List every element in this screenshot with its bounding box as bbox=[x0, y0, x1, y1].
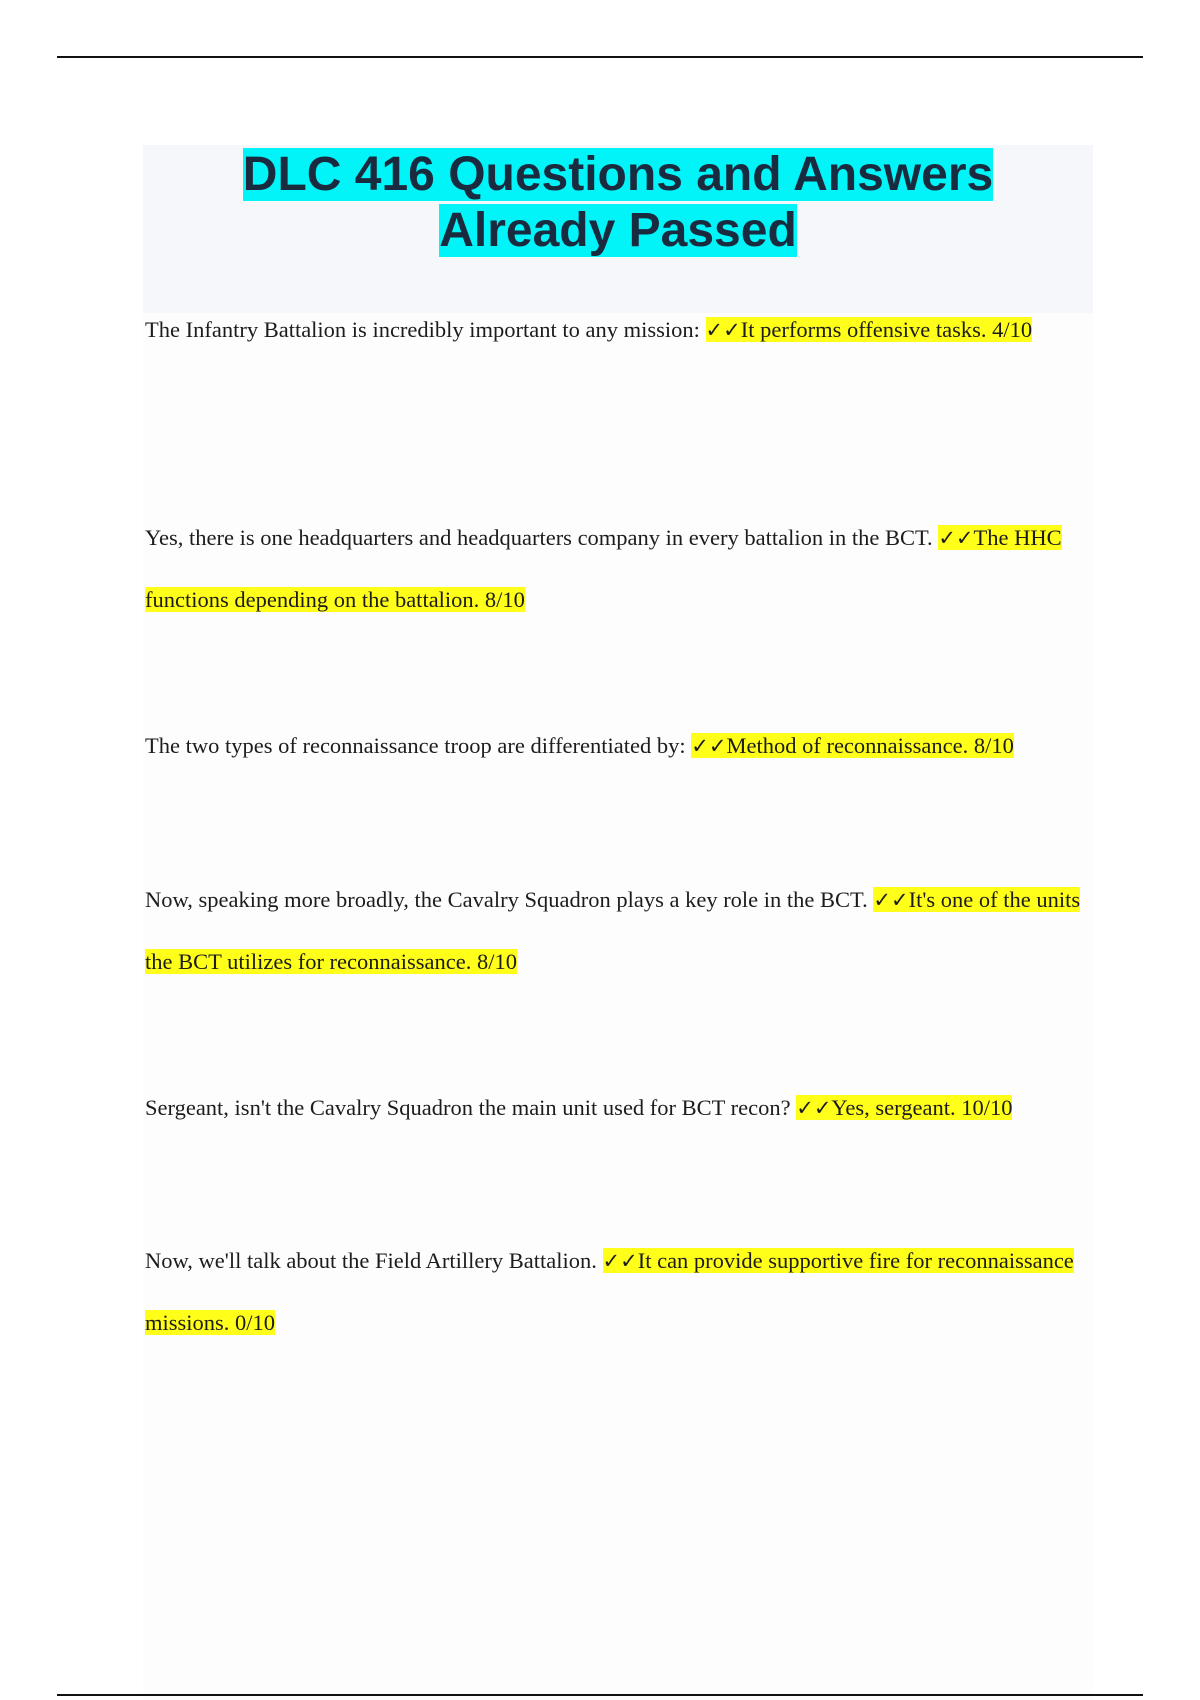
answer-text: Method of reconnaissance. 8/10 bbox=[726, 733, 1014, 758]
page-title bbox=[143, 147, 1093, 259]
answer-highlight bbox=[706, 317, 1033, 342]
double-check-icon: ✓✓ bbox=[796, 1096, 832, 1120]
double-check-icon: ✓✓ bbox=[873, 888, 909, 912]
question-text: The Infantry Battalion is incredibly important to any mission: bbox=[145, 317, 700, 342]
qa-item-5 bbox=[145, 1077, 1085, 1139]
answer-text: It performs offensive tasks. 4/10 bbox=[740, 317, 1033, 342]
question-text: Sergeant, isn't the Cavalry Squadron the main unit used for BCT recon? bbox=[145, 1095, 791, 1120]
title-line-2: Already Passed bbox=[439, 204, 797, 257]
answer-text: It can provide supportive fire for reconnaissance missions. 0/10 bbox=[145, 1248, 1074, 1335]
answer-text: The HHC functions depending on the battalion. 8/10 bbox=[145, 525, 1062, 612]
question-text: Now, we'll talk about the Field Artillery Battalion. bbox=[145, 1248, 597, 1273]
answer-text: It's one of the units the BCT utilizes for reconnaissance. 8/10 bbox=[145, 887, 1081, 974]
bottom-rule bbox=[57, 1694, 1143, 1696]
double-check-icon: ✓✓ bbox=[602, 1249, 638, 1273]
question-text: The two types of reconnaissance troop are differentiated by: bbox=[145, 733, 686, 758]
qa-item-2 bbox=[145, 507, 1085, 630]
question-text: Now, speaking more broadly, the Cavalry Squadron plays a key role in the BCT. bbox=[145, 887, 868, 912]
double-check-icon: ✓✓ bbox=[705, 318, 741, 342]
title-banner bbox=[143, 145, 1093, 313]
qa-item-3 bbox=[145, 715, 1085, 777]
question-text: Yes, there is one headquarters and headquarters company in every battalion in the BCT. bbox=[145, 525, 933, 550]
double-check-icon: ✓✓ bbox=[938, 526, 974, 550]
title-line-1: DLC 416 Questions and Answers bbox=[242, 148, 994, 201]
answer-text: Yes, sergeant. 10/10 bbox=[831, 1095, 1013, 1120]
double-check-icon: ✓✓ bbox=[691, 734, 727, 758]
qa-item-4 bbox=[145, 869, 1085, 992]
answer-highlight bbox=[691, 733, 1014, 758]
top-rule bbox=[57, 56, 1143, 58]
answer-highlight bbox=[796, 1095, 1012, 1120]
qa-item-6 bbox=[145, 1230, 1085, 1353]
qa-item-1 bbox=[145, 299, 1085, 361]
